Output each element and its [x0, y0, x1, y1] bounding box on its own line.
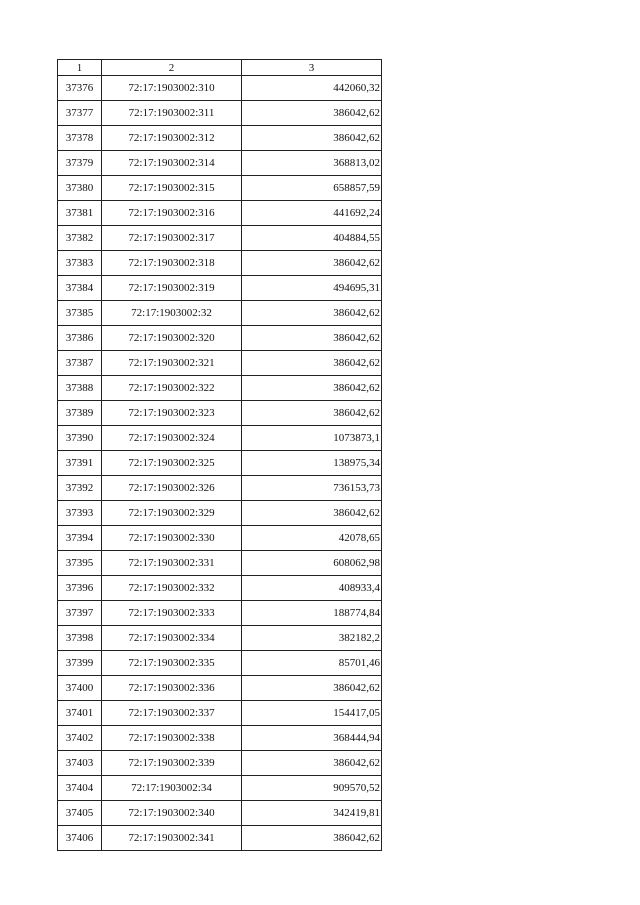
column-header-2: 2: [102, 60, 242, 76]
cadastral-value-text: 386042,62: [333, 407, 380, 419]
row-number: 37402: [58, 726, 102, 751]
cadastral-value-text: 386042,62: [333, 382, 380, 394]
cadastral-value: [242, 301, 382, 326]
table-row: [58, 751, 382, 776]
row-number: 37395: [58, 551, 102, 576]
table-row: [58, 451, 382, 476]
cadastral-value-text: 386042,62: [333, 332, 380, 344]
cadastral-value-text: 368813,02: [333, 157, 380, 169]
cadastral-number: 72:17:1903002:315: [102, 176, 242, 201]
cadastral-number: 72:17:1903002:318: [102, 251, 242, 276]
cadastral-value: [242, 151, 382, 176]
row-number: 37378: [58, 126, 102, 151]
cadastral-value-text: 386042,62: [333, 357, 380, 369]
table-row: [58, 401, 382, 426]
cadastral-value-text: 386042,62: [333, 132, 380, 144]
cadastral-value-text: 386042,62: [333, 507, 380, 519]
row-number: 37385: [58, 301, 102, 326]
row-number: 37386: [58, 326, 102, 351]
cadastral-number: 72:17:1903002:326: [102, 476, 242, 501]
row-number: 37380: [58, 176, 102, 201]
row-number: 37384: [58, 276, 102, 301]
table-row: [58, 726, 382, 751]
cadastral-value-text: 404884,55: [333, 232, 380, 244]
cadastral-number: 72:17:1903002:311: [102, 101, 242, 126]
cadastral-value: [242, 526, 382, 551]
cadastral-value: [242, 226, 382, 251]
cadastral-value: [242, 826, 382, 851]
cadastral-value: [242, 601, 382, 626]
cadastral-value-table: [57, 59, 382, 851]
cadastral-number: 72:17:1903002:34: [102, 776, 242, 801]
table-row: [58, 676, 382, 701]
table-row: [58, 651, 382, 676]
row-number: 37405: [58, 801, 102, 826]
table-row: [58, 201, 382, 226]
cadastral-value-text: 658857,59: [333, 182, 380, 194]
row-number: 37394: [58, 526, 102, 551]
cadastral-number: 72:17:1903002:310: [102, 76, 242, 101]
row-number: 37393: [58, 501, 102, 526]
cadastral-value: [242, 751, 382, 776]
cadastral-number: 72:17:1903002:323: [102, 401, 242, 426]
table-row: [58, 301, 382, 326]
cadastral-number: 72:17:1903002:312: [102, 126, 242, 151]
table-row: [58, 826, 382, 851]
table-header-row: [58, 60, 382, 76]
cadastral-number: 72:17:1903002:333: [102, 601, 242, 626]
table-row: [58, 276, 382, 301]
cadastral-number: 72:17:1903002:324: [102, 426, 242, 451]
table-row: [58, 76, 382, 101]
cadastral-value-text: 386042,62: [333, 682, 380, 694]
row-number: 37399: [58, 651, 102, 676]
cadastral-value-text: 736153,73: [333, 482, 380, 494]
cadastral-value: [242, 251, 382, 276]
cadastral-number: 72:17:1903002:330: [102, 526, 242, 551]
table-row: [58, 576, 382, 601]
cadastral-value: [242, 76, 382, 101]
table-row: [58, 701, 382, 726]
cadastral-value-text: 386042,62: [333, 757, 380, 769]
cadastral-value: [242, 101, 382, 126]
cadastral-value-text: 494695,31: [333, 282, 380, 294]
cadastral-value: [242, 201, 382, 226]
cadastral-number: 72:17:1903002:339: [102, 751, 242, 776]
row-number: 37389: [58, 401, 102, 426]
cadastral-value-text: 386042,62: [333, 832, 380, 844]
row-number: 37400: [58, 676, 102, 701]
cadastral-value-text: 408933,4: [338, 582, 380, 594]
cadastral-number: 72:17:1903002:314: [102, 151, 242, 176]
cadastral-value: [242, 651, 382, 676]
row-number: 37390: [58, 426, 102, 451]
cadastral-value: [242, 551, 382, 576]
cadastral-number: 72:17:1903002:334: [102, 626, 242, 651]
cadastral-value-text: 442060,32: [333, 82, 380, 94]
cadastral-value-text: 909570,52: [333, 782, 380, 794]
cadastral-value-text: 138975,34: [333, 457, 380, 469]
row-number: 37387: [58, 351, 102, 376]
cadastral-value-text: 188774,84: [333, 607, 380, 619]
cadastral-value: [242, 626, 382, 651]
row-number: 37401: [58, 701, 102, 726]
row-number: 37382: [58, 226, 102, 251]
cadastral-value: [242, 801, 382, 826]
cadastral-number: 72:17:1903002:32: [102, 301, 242, 326]
cadastral-value-text: 368444,94: [333, 732, 380, 744]
cadastral-number: 72:17:1903002:338: [102, 726, 242, 751]
cadastral-number: 72:17:1903002:332: [102, 576, 242, 601]
cadastral-value-text: 342419,81: [333, 807, 380, 819]
table-row: [58, 351, 382, 376]
cadastral-number: 72:17:1903002:319: [102, 276, 242, 301]
cadastral-value: [242, 426, 382, 451]
cadastral-value-text: 85701,46: [338, 657, 380, 669]
row-number: 37388: [58, 376, 102, 401]
table-row: [58, 151, 382, 176]
cadastral-value: [242, 451, 382, 476]
cadastral-number: 72:17:1903002:331: [102, 551, 242, 576]
table-row: [58, 251, 382, 276]
cadastral-value-text: 1073873,1: [333, 432, 380, 444]
row-number: 37381: [58, 201, 102, 226]
table-row: [58, 526, 382, 551]
cadastral-value-text: 382182,2: [338, 632, 380, 644]
row-number: 37406: [58, 826, 102, 851]
row-number: 37376: [58, 76, 102, 101]
cadastral-number: 72:17:1903002:316: [102, 201, 242, 226]
cadastral-value: [242, 701, 382, 726]
table-row: [58, 226, 382, 251]
cadastral-number: 72:17:1903002:341: [102, 826, 242, 851]
cadastral-number: 72:17:1903002:340: [102, 801, 242, 826]
table-row: [58, 776, 382, 801]
table-row: [58, 101, 382, 126]
cadastral-value-text: 608062,98: [333, 557, 380, 569]
cadastral-value-text: 441692,24: [333, 207, 380, 219]
row-number: 37398: [58, 626, 102, 651]
row-number: 37403: [58, 751, 102, 776]
cadastral-value: [242, 726, 382, 751]
table-row: [58, 376, 382, 401]
cadastral-value: [242, 776, 382, 801]
cadastral-number: 72:17:1903002:337: [102, 701, 242, 726]
row-number: 37397: [58, 601, 102, 626]
cadastral-value: [242, 476, 382, 501]
cadastral-value: [242, 126, 382, 151]
table-row: [58, 476, 382, 501]
cadastral-value: [242, 176, 382, 201]
cadastral-number: 72:17:1903002:322: [102, 376, 242, 401]
row-number: 37377: [58, 101, 102, 126]
cadastral-value: [242, 401, 382, 426]
table-row: [58, 801, 382, 826]
cadastral-number: 72:17:1903002:325: [102, 451, 242, 476]
row-number: 37392: [58, 476, 102, 501]
cadastral-value-text: 386042,62: [333, 257, 380, 269]
row-number: 37383: [58, 251, 102, 276]
table-row: [58, 551, 382, 576]
cadastral-number: 72:17:1903002:320: [102, 326, 242, 351]
cadastral-value: [242, 501, 382, 526]
table-row: [58, 601, 382, 626]
cadastral-value: [242, 276, 382, 301]
row-number: 37396: [58, 576, 102, 601]
cadastral-number: 72:17:1903002:317: [102, 226, 242, 251]
cadastral-value: [242, 676, 382, 701]
cadastral-number: 72:17:1903002:335: [102, 651, 242, 676]
table-row: [58, 501, 382, 526]
table-row: [58, 126, 382, 151]
table-body: [58, 60, 382, 851]
cadastral-number: 72:17:1903002:321: [102, 351, 242, 376]
cadastral-value: [242, 326, 382, 351]
cadastral-value-text: 386042,62: [333, 307, 380, 319]
cadastral-value-text: 42078,65: [338, 532, 380, 544]
cadastral-value-text: 386042,62: [333, 107, 380, 119]
row-number: 37404: [58, 776, 102, 801]
column-header-1: 1: [58, 60, 102, 76]
row-number: 37391: [58, 451, 102, 476]
table-row: [58, 176, 382, 201]
table-row: [58, 626, 382, 651]
cadastral-value: [242, 376, 382, 401]
column-header-3: 3: [242, 60, 382, 76]
cadastral-value: [242, 576, 382, 601]
table-row: [58, 426, 382, 451]
table-row: [58, 326, 382, 351]
cadastral-value-text: 154417,05: [333, 707, 380, 719]
cadastral-number: 72:17:1903002:329: [102, 501, 242, 526]
row-number: 37379: [58, 151, 102, 176]
cadastral-number: 72:17:1903002:336: [102, 676, 242, 701]
cadastral-value: [242, 351, 382, 376]
